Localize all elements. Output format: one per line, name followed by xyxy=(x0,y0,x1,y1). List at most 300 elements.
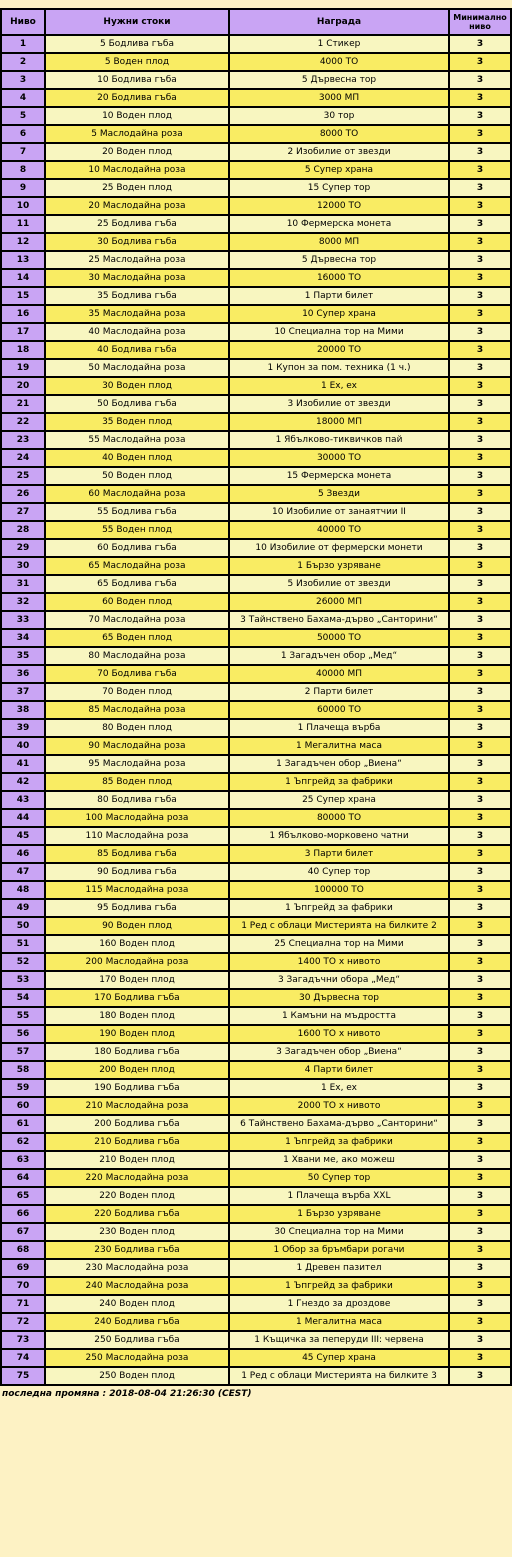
min-level-cell: 3 xyxy=(449,1331,511,1349)
table-row xyxy=(1,971,511,989)
table-row xyxy=(1,881,511,899)
goods-cell: 200 Воден плод xyxy=(45,1061,229,1079)
min-level-cell: 3 xyxy=(449,53,511,71)
level-cell: 40 xyxy=(1,737,45,755)
level-cell: 25 xyxy=(1,467,45,485)
goods-cell: 190 Бодлива гъба xyxy=(45,1079,229,1097)
level-cell: 34 xyxy=(1,629,45,647)
goods-cell: 25 Маслодайна роза xyxy=(45,251,229,269)
table-row xyxy=(1,1259,511,1277)
table-row xyxy=(1,1025,511,1043)
level-cell: 68 xyxy=(1,1241,45,1259)
table-row xyxy=(1,683,511,701)
level-cell: 29 xyxy=(1,539,45,557)
table-body xyxy=(1,35,511,1385)
table-row xyxy=(1,899,511,917)
goods-cell: 115 Маслодайна роза xyxy=(45,881,229,899)
min-level-cell: 3 xyxy=(449,1313,511,1331)
reward-cell: 10 Изобилие от фермерски монети xyxy=(229,539,449,557)
table-row xyxy=(1,143,511,161)
reward-cell: 6 Тайнствено Бахама-дърво „Санторини“ xyxy=(229,1115,449,1133)
min-level-cell: 3 xyxy=(449,161,511,179)
table-row xyxy=(1,1313,511,1331)
reward-cell: 3 Тайнствено Бахама-дърво „Санторини“ xyxy=(229,611,449,629)
level-cell: 35 xyxy=(1,647,45,665)
min-level-cell: 3 xyxy=(449,719,511,737)
goods-cell: 25 Воден плод xyxy=(45,179,229,197)
level-cell: 60 xyxy=(1,1097,45,1115)
reward-cell: 1 Загадъчен обор „Мед“ xyxy=(229,647,449,665)
table-row xyxy=(1,449,511,467)
min-level-cell: 3 xyxy=(449,305,511,323)
min-level-cell: 3 xyxy=(449,935,511,953)
goods-cell: 220 Маслодайна роза xyxy=(45,1169,229,1187)
min-level-cell: 3 xyxy=(449,1133,511,1151)
reward-cell: 1 Плачеща върба xyxy=(229,719,449,737)
reward-cell: 3 Изобилие от звезди xyxy=(229,395,449,413)
reward-cell: 18000 МП xyxy=(229,413,449,431)
table-row xyxy=(1,305,511,323)
level-cell: 17 xyxy=(1,323,45,341)
min-level-cell: 3 xyxy=(449,1007,511,1025)
reward-cell: 1 Ябълково-морковено чатни xyxy=(229,827,449,845)
reward-cell: 3 Загадъчни обора „Мед“ xyxy=(229,971,449,989)
goods-cell: 70 Маслодайна роза xyxy=(45,611,229,629)
min-level-cell: 3 xyxy=(449,791,511,809)
goods-cell: 85 Маслодайна роза xyxy=(45,701,229,719)
min-level-cell: 3 xyxy=(449,809,511,827)
reward-cell: 1 Ред с облаци Мистерията на билките 3 xyxy=(229,1367,449,1385)
table-row xyxy=(1,521,511,539)
level-cell: 71 xyxy=(1,1295,45,1313)
table-row xyxy=(1,89,511,107)
table-row xyxy=(1,701,511,719)
goods-cell: 30 Воден плод xyxy=(45,377,229,395)
table-row xyxy=(1,1007,511,1025)
goods-cell: 55 Бодлива гъба xyxy=(45,503,229,521)
level-cell: 18 xyxy=(1,341,45,359)
level-cell: 1 xyxy=(1,35,45,53)
min-level-cell: 3 xyxy=(449,863,511,881)
min-level-cell: 3 xyxy=(449,197,511,215)
table-row xyxy=(1,467,511,485)
reward-cell: 45 Супер храна xyxy=(229,1349,449,1367)
level-cell: 36 xyxy=(1,665,45,683)
table-row xyxy=(1,1061,511,1079)
table-row xyxy=(1,575,511,593)
goods-cell: 50 Бодлива гъба xyxy=(45,395,229,413)
table-row xyxy=(1,647,511,665)
min-level-cell: 3 xyxy=(449,1223,511,1241)
table-row xyxy=(1,791,511,809)
goods-cell: 230 Бодлива гъба xyxy=(45,1241,229,1259)
level-cell: 73 xyxy=(1,1331,45,1349)
min-level-cell: 3 xyxy=(449,917,511,935)
table-row xyxy=(1,395,511,413)
goods-cell: 200 Бодлива гъба xyxy=(45,1115,229,1133)
min-level-cell: 3 xyxy=(449,359,511,377)
min-level-cell: 3 xyxy=(449,521,511,539)
goods-cell: 35 Маслодайна роза xyxy=(45,305,229,323)
table-row xyxy=(1,269,511,287)
reward-cell: 1 Ъпгрейд за фабрики xyxy=(229,1133,449,1151)
goods-cell: 180 Бодлива гъба xyxy=(45,1043,229,1061)
level-cell: 67 xyxy=(1,1223,45,1241)
min-level-cell: 3 xyxy=(449,773,511,791)
table-row xyxy=(1,755,511,773)
goods-cell: 20 Воден плод xyxy=(45,143,229,161)
table-row xyxy=(1,827,511,845)
level-cell: 14 xyxy=(1,269,45,287)
reward-cell: 2 Парти билет xyxy=(229,683,449,701)
level-cell: 75 xyxy=(1,1367,45,1385)
goods-cell: 95 Бодлива гъба xyxy=(45,899,229,917)
goods-cell: 170 Воден плод xyxy=(45,971,229,989)
reward-cell: 25 Специална тор на Мими xyxy=(229,935,449,953)
reward-cell: 50000 TO xyxy=(229,629,449,647)
reward-cell: 1 Гнездо за дроздове xyxy=(229,1295,449,1313)
level-cell: 38 xyxy=(1,701,45,719)
table-row xyxy=(1,161,511,179)
goods-cell: 65 Воден плод xyxy=(45,629,229,647)
min-level-cell: 3 xyxy=(449,971,511,989)
goods-cell: 5 Воден плод xyxy=(45,53,229,71)
goods-cell: 50 Маслодайна роза xyxy=(45,359,229,377)
min-level-cell: 3 xyxy=(449,341,511,359)
min-level-cell: 3 xyxy=(449,665,511,683)
reward-cell: 1 Мегалитна маса xyxy=(229,1313,449,1331)
goods-cell: 240 Бодлива гъба xyxy=(45,1313,229,1331)
level-cell: 61 xyxy=(1,1115,45,1133)
level-cell: 28 xyxy=(1,521,45,539)
reward-cell: 1 Бързо узряване xyxy=(229,1205,449,1223)
reward-cell: 2 Изобилие от звезди xyxy=(229,143,449,161)
reward-cell: 1 Камъни на мъдростта xyxy=(229,1007,449,1025)
goods-cell: 35 Бодлива гъба xyxy=(45,287,229,305)
level-cell: 20 xyxy=(1,377,45,395)
level-cell: 72 xyxy=(1,1313,45,1331)
min-level-cell: 3 xyxy=(449,287,511,305)
level-cell: 41 xyxy=(1,755,45,773)
min-level-cell: 3 xyxy=(449,1169,511,1187)
goods-cell: 210 Воден плод xyxy=(45,1151,229,1169)
reward-cell: 26000 МП xyxy=(229,593,449,611)
reward-cell: 10 Фермерска монета xyxy=(229,215,449,233)
table-row xyxy=(1,1043,511,1061)
rewards-table xyxy=(0,8,512,1386)
table-row xyxy=(1,629,511,647)
level-cell: 63 xyxy=(1,1151,45,1169)
goods-cell: 95 Маслодайна роза xyxy=(45,755,229,773)
goods-cell: 60 Воден плод xyxy=(45,593,229,611)
goods-cell: 25 Бодлива гъба xyxy=(45,215,229,233)
level-cell: 24 xyxy=(1,449,45,467)
reward-cell: 8000 МП xyxy=(229,233,449,251)
reward-cell: 20000 TO xyxy=(229,341,449,359)
goods-cell: 240 Маслодайна роза xyxy=(45,1277,229,1295)
level-cell: 4 xyxy=(1,89,45,107)
level-cell: 32 xyxy=(1,593,45,611)
min-level-cell: 3 xyxy=(449,1043,511,1061)
table-row xyxy=(1,917,511,935)
goods-cell: 40 Маслодайна роза xyxy=(45,323,229,341)
level-cell: 62 xyxy=(1,1133,45,1151)
reward-cell: 1 Хвани ме, ако можеш xyxy=(229,1151,449,1169)
goods-cell: 70 Бодлива гъба xyxy=(45,665,229,683)
goods-cell: 5 Бодлива гъба xyxy=(45,35,229,53)
reward-cell: 10 Специална тор на Мими xyxy=(229,323,449,341)
goods-cell: 90 Бодлива гъба xyxy=(45,863,229,881)
level-cell: 39 xyxy=(1,719,45,737)
table-row xyxy=(1,431,511,449)
reward-cell: 1 Бързо узряване xyxy=(229,557,449,575)
min-level-cell: 3 xyxy=(449,1025,511,1043)
goods-cell: 55 Воден плод xyxy=(45,521,229,539)
goods-cell: 200 Маслодайна роза xyxy=(45,953,229,971)
reward-cell: 1 Ред с облаци Мистерията на билките 2 xyxy=(229,917,449,935)
reward-cell: 1400 TO x нивото xyxy=(229,953,449,971)
goods-cell: 180 Воден плод xyxy=(45,1007,229,1025)
goods-cell: 10 Маслодайна роза xyxy=(45,161,229,179)
min-level-cell: 3 xyxy=(449,1151,511,1169)
level-cell: 48 xyxy=(1,881,45,899)
table-row xyxy=(1,773,511,791)
min-level-cell: 3 xyxy=(449,1259,511,1277)
goods-cell: 250 Бодлива гъба xyxy=(45,1331,229,1349)
min-level-cell: 3 xyxy=(449,215,511,233)
reward-cell: 5 Изобилие от звезди xyxy=(229,575,449,593)
min-level-cell: 3 xyxy=(449,1349,511,1367)
reward-cell: 1 Ябълково-тиквичков пай xyxy=(229,431,449,449)
reward-cell: 15 Супер тор xyxy=(229,179,449,197)
reward-cell: 5 Дървесна тор xyxy=(229,71,449,89)
reward-cell: 10 Изобилие от занаятчии II xyxy=(229,503,449,521)
table-row xyxy=(1,1349,511,1367)
min-level-cell: 3 xyxy=(449,629,511,647)
goods-cell: 10 Бодлива гъба xyxy=(45,71,229,89)
table-row xyxy=(1,1187,511,1205)
level-cell: 52 xyxy=(1,953,45,971)
table-row xyxy=(1,809,511,827)
reward-cell: 30 тор xyxy=(229,107,449,125)
level-cell: 7 xyxy=(1,143,45,161)
goods-cell: 35 Воден плод xyxy=(45,413,229,431)
min-level-cell: 3 xyxy=(449,539,511,557)
table-row xyxy=(1,1241,511,1259)
header-level: Ниво xyxy=(1,9,45,35)
goods-cell: 80 Маслодайна роза xyxy=(45,647,229,665)
level-cell: 2 xyxy=(1,53,45,71)
goods-cell: 70 Воден плод xyxy=(45,683,229,701)
level-cell: 11 xyxy=(1,215,45,233)
goods-cell: 190 Воден плод xyxy=(45,1025,229,1043)
min-level-cell: 3 xyxy=(449,1367,511,1385)
goods-cell: 30 Маслодайна роза xyxy=(45,269,229,287)
reward-cell: 1 Обор за бръмбари рогачи xyxy=(229,1241,449,1259)
goods-cell: 80 Бодлива гъба xyxy=(45,791,229,809)
reward-cell: 1 Плачеща върба XXL xyxy=(229,1187,449,1205)
min-level-cell: 3 xyxy=(449,1277,511,1295)
min-level-cell: 3 xyxy=(449,1061,511,1079)
reward-cell: 8000 TO xyxy=(229,125,449,143)
header-row xyxy=(1,9,511,35)
reward-cell: 2000 TO x нивото xyxy=(229,1097,449,1115)
level-cell: 23 xyxy=(1,431,45,449)
min-level-cell: 3 xyxy=(449,575,511,593)
table-row xyxy=(1,539,511,557)
table-row xyxy=(1,1295,511,1313)
goods-cell: 250 Маслодайна роза xyxy=(45,1349,229,1367)
level-cell: 65 xyxy=(1,1187,45,1205)
goods-cell: 90 Маслодайна роза xyxy=(45,737,229,755)
min-level-cell: 3 xyxy=(449,323,511,341)
reward-cell: 1 Къщичка за пеперуди III: червена xyxy=(229,1331,449,1349)
goods-cell: 210 Бодлива гъба xyxy=(45,1133,229,1151)
level-cell: 53 xyxy=(1,971,45,989)
level-cell: 44 xyxy=(1,809,45,827)
min-level-cell: 3 xyxy=(449,647,511,665)
level-cell: 51 xyxy=(1,935,45,953)
level-cell: 47 xyxy=(1,863,45,881)
table-row xyxy=(1,341,511,359)
reward-cell: 1 Древен пазител xyxy=(229,1259,449,1277)
reward-cell: 1 Ъпгрейд за фабрики xyxy=(229,1277,449,1295)
level-cell: 31 xyxy=(1,575,45,593)
reward-cell: 30 Дървесна тор xyxy=(229,989,449,1007)
reward-cell: 40000 МП xyxy=(229,665,449,683)
min-level-cell: 3 xyxy=(449,467,511,485)
reward-cell: 5 Звезди xyxy=(229,485,449,503)
table-row xyxy=(1,737,511,755)
min-level-cell: 3 xyxy=(449,413,511,431)
table-row xyxy=(1,107,511,125)
goods-cell: 65 Маслодайна роза xyxy=(45,557,229,575)
level-cell: 50 xyxy=(1,917,45,935)
reward-cell: 30000 TO xyxy=(229,449,449,467)
reward-cell: 1600 TO x нивото xyxy=(229,1025,449,1043)
reward-cell: 3 Парти билет xyxy=(229,845,449,863)
reward-cell: 4 Парти билет xyxy=(229,1061,449,1079)
level-cell: 3 xyxy=(1,71,45,89)
table-row xyxy=(1,413,511,431)
goods-cell: 170 Бодлива гъба xyxy=(45,989,229,1007)
goods-cell: 250 Воден плод xyxy=(45,1367,229,1385)
min-level-cell: 3 xyxy=(449,611,511,629)
level-cell: 55 xyxy=(1,1007,45,1025)
reward-cell: 25 Супер храна xyxy=(229,791,449,809)
table-row xyxy=(1,179,511,197)
min-level-cell: 3 xyxy=(449,35,511,53)
min-level-cell: 3 xyxy=(449,1205,511,1223)
min-level-cell: 3 xyxy=(449,899,511,917)
level-cell: 45 xyxy=(1,827,45,845)
table-row xyxy=(1,1151,511,1169)
level-cell: 13 xyxy=(1,251,45,269)
last-modified-footer: последна промяна : 2018-08-04 21:26:30 (CEST) xyxy=(2,1389,252,1399)
min-level-cell: 3 xyxy=(449,269,511,287)
table-row xyxy=(1,1097,511,1115)
level-cell: 46 xyxy=(1,845,45,863)
level-cell: 16 xyxy=(1,305,45,323)
level-cell: 22 xyxy=(1,413,45,431)
goods-cell: 55 Маслодайна роза xyxy=(45,431,229,449)
goods-cell: 90 Воден плод xyxy=(45,917,229,935)
reward-cell: 4000 TO xyxy=(229,53,449,71)
min-level-cell: 3 xyxy=(449,233,511,251)
level-cell: 10 xyxy=(1,197,45,215)
min-level-cell: 3 xyxy=(449,1187,511,1205)
table-row xyxy=(1,593,511,611)
table-row xyxy=(1,503,511,521)
min-level-cell: 3 xyxy=(449,143,511,161)
table-row xyxy=(1,665,511,683)
table-row xyxy=(1,935,511,953)
goods-cell: 110 Маслодайна роза xyxy=(45,827,229,845)
goods-cell: 220 Бодлива гъба xyxy=(45,1205,229,1223)
goods-cell: 230 Воден плод xyxy=(45,1223,229,1241)
goods-cell: 20 Бодлива гъба xyxy=(45,89,229,107)
min-level-cell: 3 xyxy=(449,449,511,467)
level-cell: 42 xyxy=(1,773,45,791)
reward-cell: 60000 TO xyxy=(229,701,449,719)
min-level-cell: 3 xyxy=(449,179,511,197)
reward-cell: 80000 TO xyxy=(229,809,449,827)
min-level-cell: 3 xyxy=(449,431,511,449)
reward-cell: 1 Загадъчен обор „Виена“ xyxy=(229,755,449,773)
table-row xyxy=(1,989,511,1007)
level-cell: 58 xyxy=(1,1061,45,1079)
level-cell: 69 xyxy=(1,1259,45,1277)
reward-cell: 5 Дървесна тор xyxy=(229,251,449,269)
table-row xyxy=(1,611,511,629)
table-row xyxy=(1,287,511,305)
level-cell: 66 xyxy=(1,1205,45,1223)
level-cell: 57 xyxy=(1,1043,45,1061)
level-cell: 64 xyxy=(1,1169,45,1187)
reward-cell: 12000 TO xyxy=(229,197,449,215)
reward-cell: 1 Ex, ex xyxy=(229,377,449,395)
table-row xyxy=(1,863,511,881)
goods-cell: 210 Маслодайна роза xyxy=(45,1097,229,1115)
reward-cell: 1 Купон за пом. техника (1 ч.) xyxy=(229,359,449,377)
goods-cell: 240 Воден плод xyxy=(45,1295,229,1313)
table-row xyxy=(1,1133,511,1151)
table-row xyxy=(1,1331,511,1349)
level-cell: 6 xyxy=(1,125,45,143)
reward-cell: 40 Супер тор xyxy=(229,863,449,881)
reward-cell: 3 Загадъчен обор „Виена“ xyxy=(229,1043,449,1061)
table-row xyxy=(1,485,511,503)
goods-cell: 60 Маслодайна роза xyxy=(45,485,229,503)
min-level-cell: 3 xyxy=(449,503,511,521)
level-cell: 21 xyxy=(1,395,45,413)
min-level-cell: 3 xyxy=(449,377,511,395)
table-row xyxy=(1,251,511,269)
min-level-cell: 3 xyxy=(449,1079,511,1097)
min-level-cell: 3 xyxy=(449,71,511,89)
level-cell: 37 xyxy=(1,683,45,701)
table-row xyxy=(1,1079,511,1097)
min-level-cell: 3 xyxy=(449,395,511,413)
goods-cell: 230 Маслодайна роза xyxy=(45,1259,229,1277)
min-level-cell: 3 xyxy=(449,251,511,269)
table-row xyxy=(1,323,511,341)
level-cell: 70 xyxy=(1,1277,45,1295)
goods-cell: 220 Воден плод xyxy=(45,1187,229,1205)
level-cell: 30 xyxy=(1,557,45,575)
table-row xyxy=(1,53,511,71)
reward-cell: 3000 МП xyxy=(229,89,449,107)
